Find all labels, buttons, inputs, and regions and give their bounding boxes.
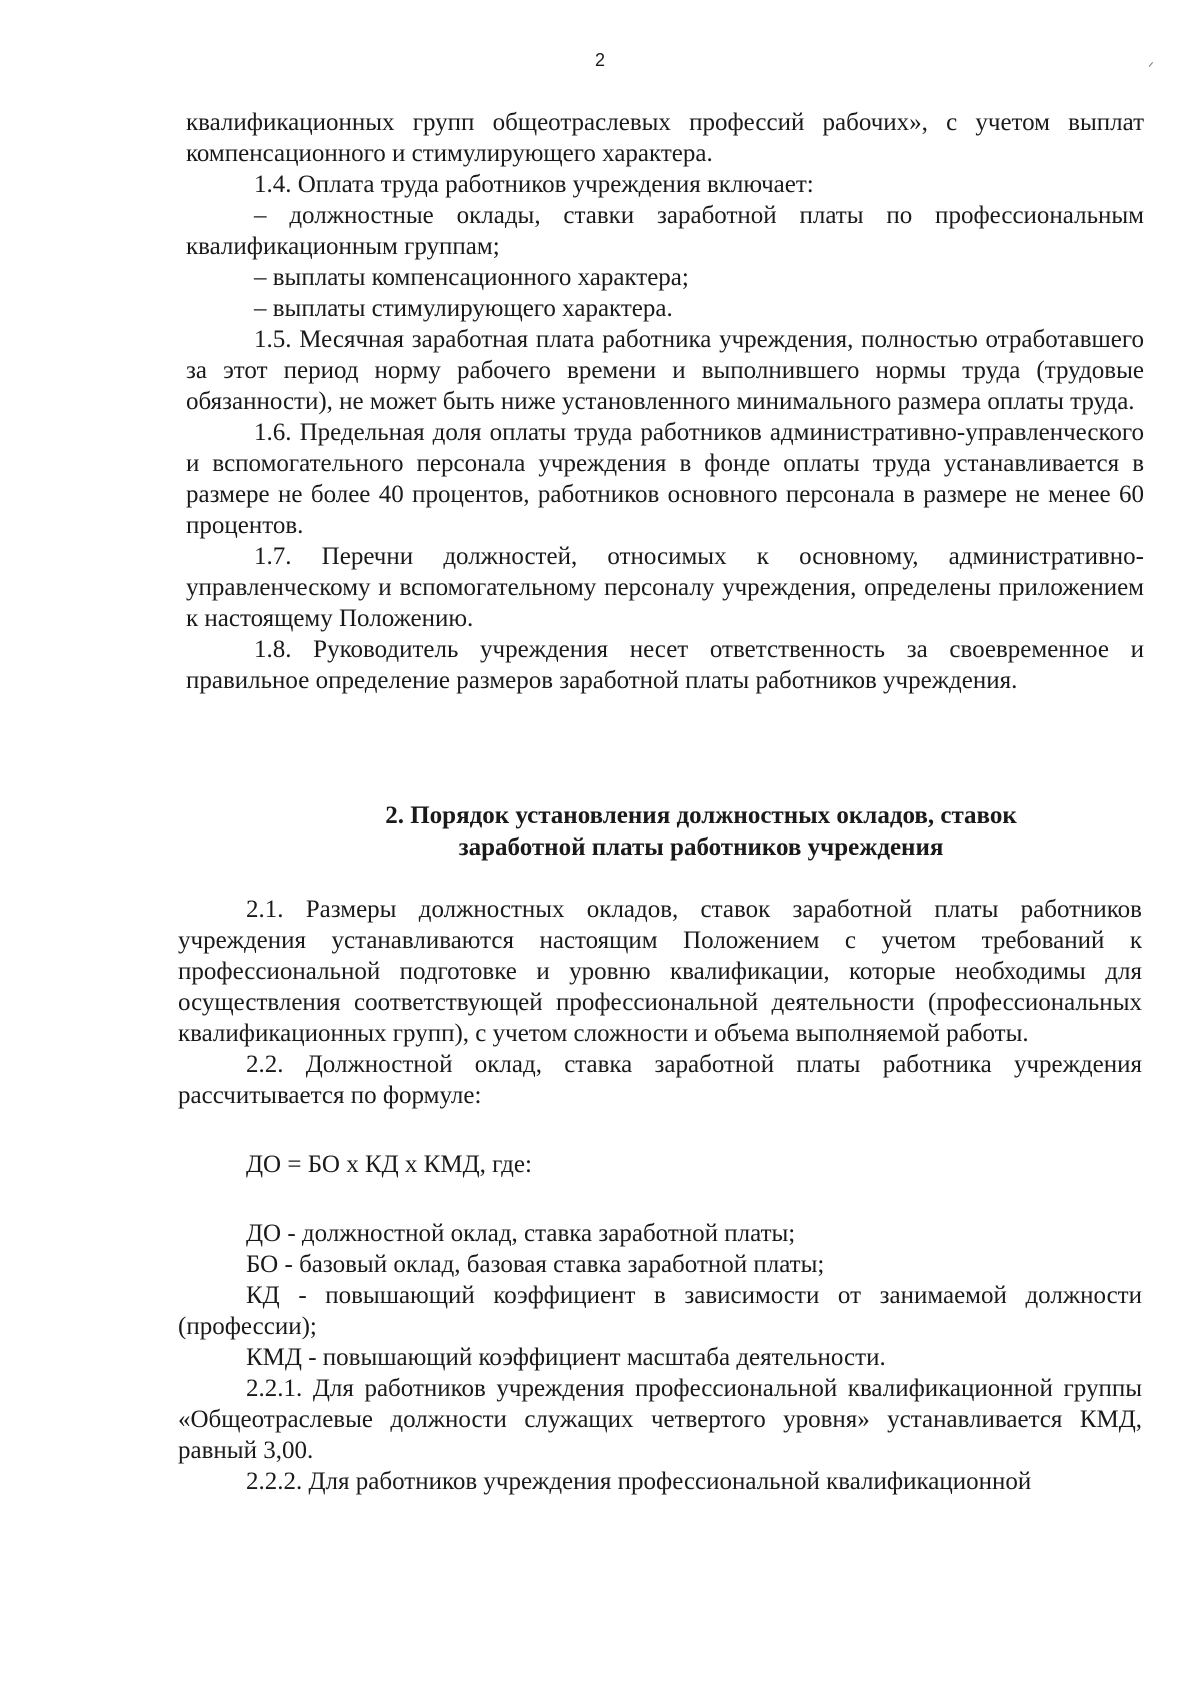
section-2-heading-line-1: 2. Порядок установления должностных окладов, ставок (385, 802, 1017, 829)
paragraph-2-1: 2.1. Размеры должностных окладов, ставок заработной платы работников учреждения устанавливаются настоящим Положением с учетом требований к профессиональной подготовке и уровню квалификации, которые необходимы для осуществления соответствующей профессиональной деятельности (профессиональных квалификационных групп), с учетом сложности и объема выполняемой работы. (178, 896, 1142, 1047)
scan-artifact-mark: ᐟ (1148, 61, 1154, 76)
section-1-body (186, 107, 1144, 696)
page-number: 2 (594, 50, 605, 70)
definition-do: ДО - должностной оклад, ставка заработной платы; (246, 1220, 796, 1247)
paragraph-2-2-1: 2.2.1. Для работников учреждения профессиональной квалификационной группы «Общеотраслевые должности служащих четвертого уровня» устанавливается КМД, равный 3,00. (178, 1375, 1142, 1464)
paragraph-2-2-2: 2.2.2. Для работников учреждения профессиональной квалификационной (246, 1468, 1032, 1495)
paragraph-2-2: 2.2. Должностной оклад, ставка заработной платы работника учреждения рассчитывается по формуле: (178, 1051, 1142, 1109)
paragraph-1-4: 1.4. Оплата труда работников учреждения включает: (254, 171, 814, 198)
section-2-heading (186, 800, 1200, 864)
list-item-salaries: – должностные оклады, ставки заработной платы по профессиональным квалификационным группам; (186, 202, 1144, 260)
salary-formula: ДО = БО х КД х КМД, где: (246, 1151, 532, 1178)
list-item-incentive: – выплаты стимулирующего характера. (254, 295, 673, 322)
definition-bo: БО - базовый оклад, базовая ставка заработной платы; (246, 1251, 825, 1278)
definition-kmd: КМД - повышающий коэффициент масштаба деятельности. (246, 1344, 886, 1371)
section-2-heading-line-2: заработной платы работников учреждения (458, 834, 944, 861)
paragraph-1-8: 1.8. Руководитель учреждения несет ответственность за своевременное и правильное определение размеров заработной платы работников учреждения. (186, 636, 1144, 694)
section-2-body (178, 894, 1142, 1497)
paragraph-1-7: 1.7. Перечни должностей, относимых к основному, административно-управленческому и вспомогательному персоналу учреждения, определены приложением к настоящему Положению. (186, 543, 1144, 632)
paragraph-1-6: 1.6. Предельная доля оплаты труда работников административно-управленческого и вспомогательного персонала учреждения в фонде оплаты труда устанавливается в размере не более 40 процентов, работников основного персонала в размере не менее 60 процентов. (186, 419, 1144, 539)
list-item-compensation: – выплаты компенсационного характера; (254, 264, 689, 291)
definition-kd: КД - повышающий коэффициент в зависимости от занимаемой должности (профессии); (178, 1282, 1142, 1340)
paragraph-continuation: квалификационных групп общеотраслевых профессий рабочих», с учетом выплат компенсационного и стимулирующего характера. (186, 109, 1144, 167)
paragraph-1-5: 1.5. Месячная заработная плата работника учреждения, полностью отработавшего за этот период норму рабочего времени и выполнившего нормы труда (трудовые обязанности), не может быть ниже установленного минимального размера оплаты труда. (186, 326, 1144, 415)
